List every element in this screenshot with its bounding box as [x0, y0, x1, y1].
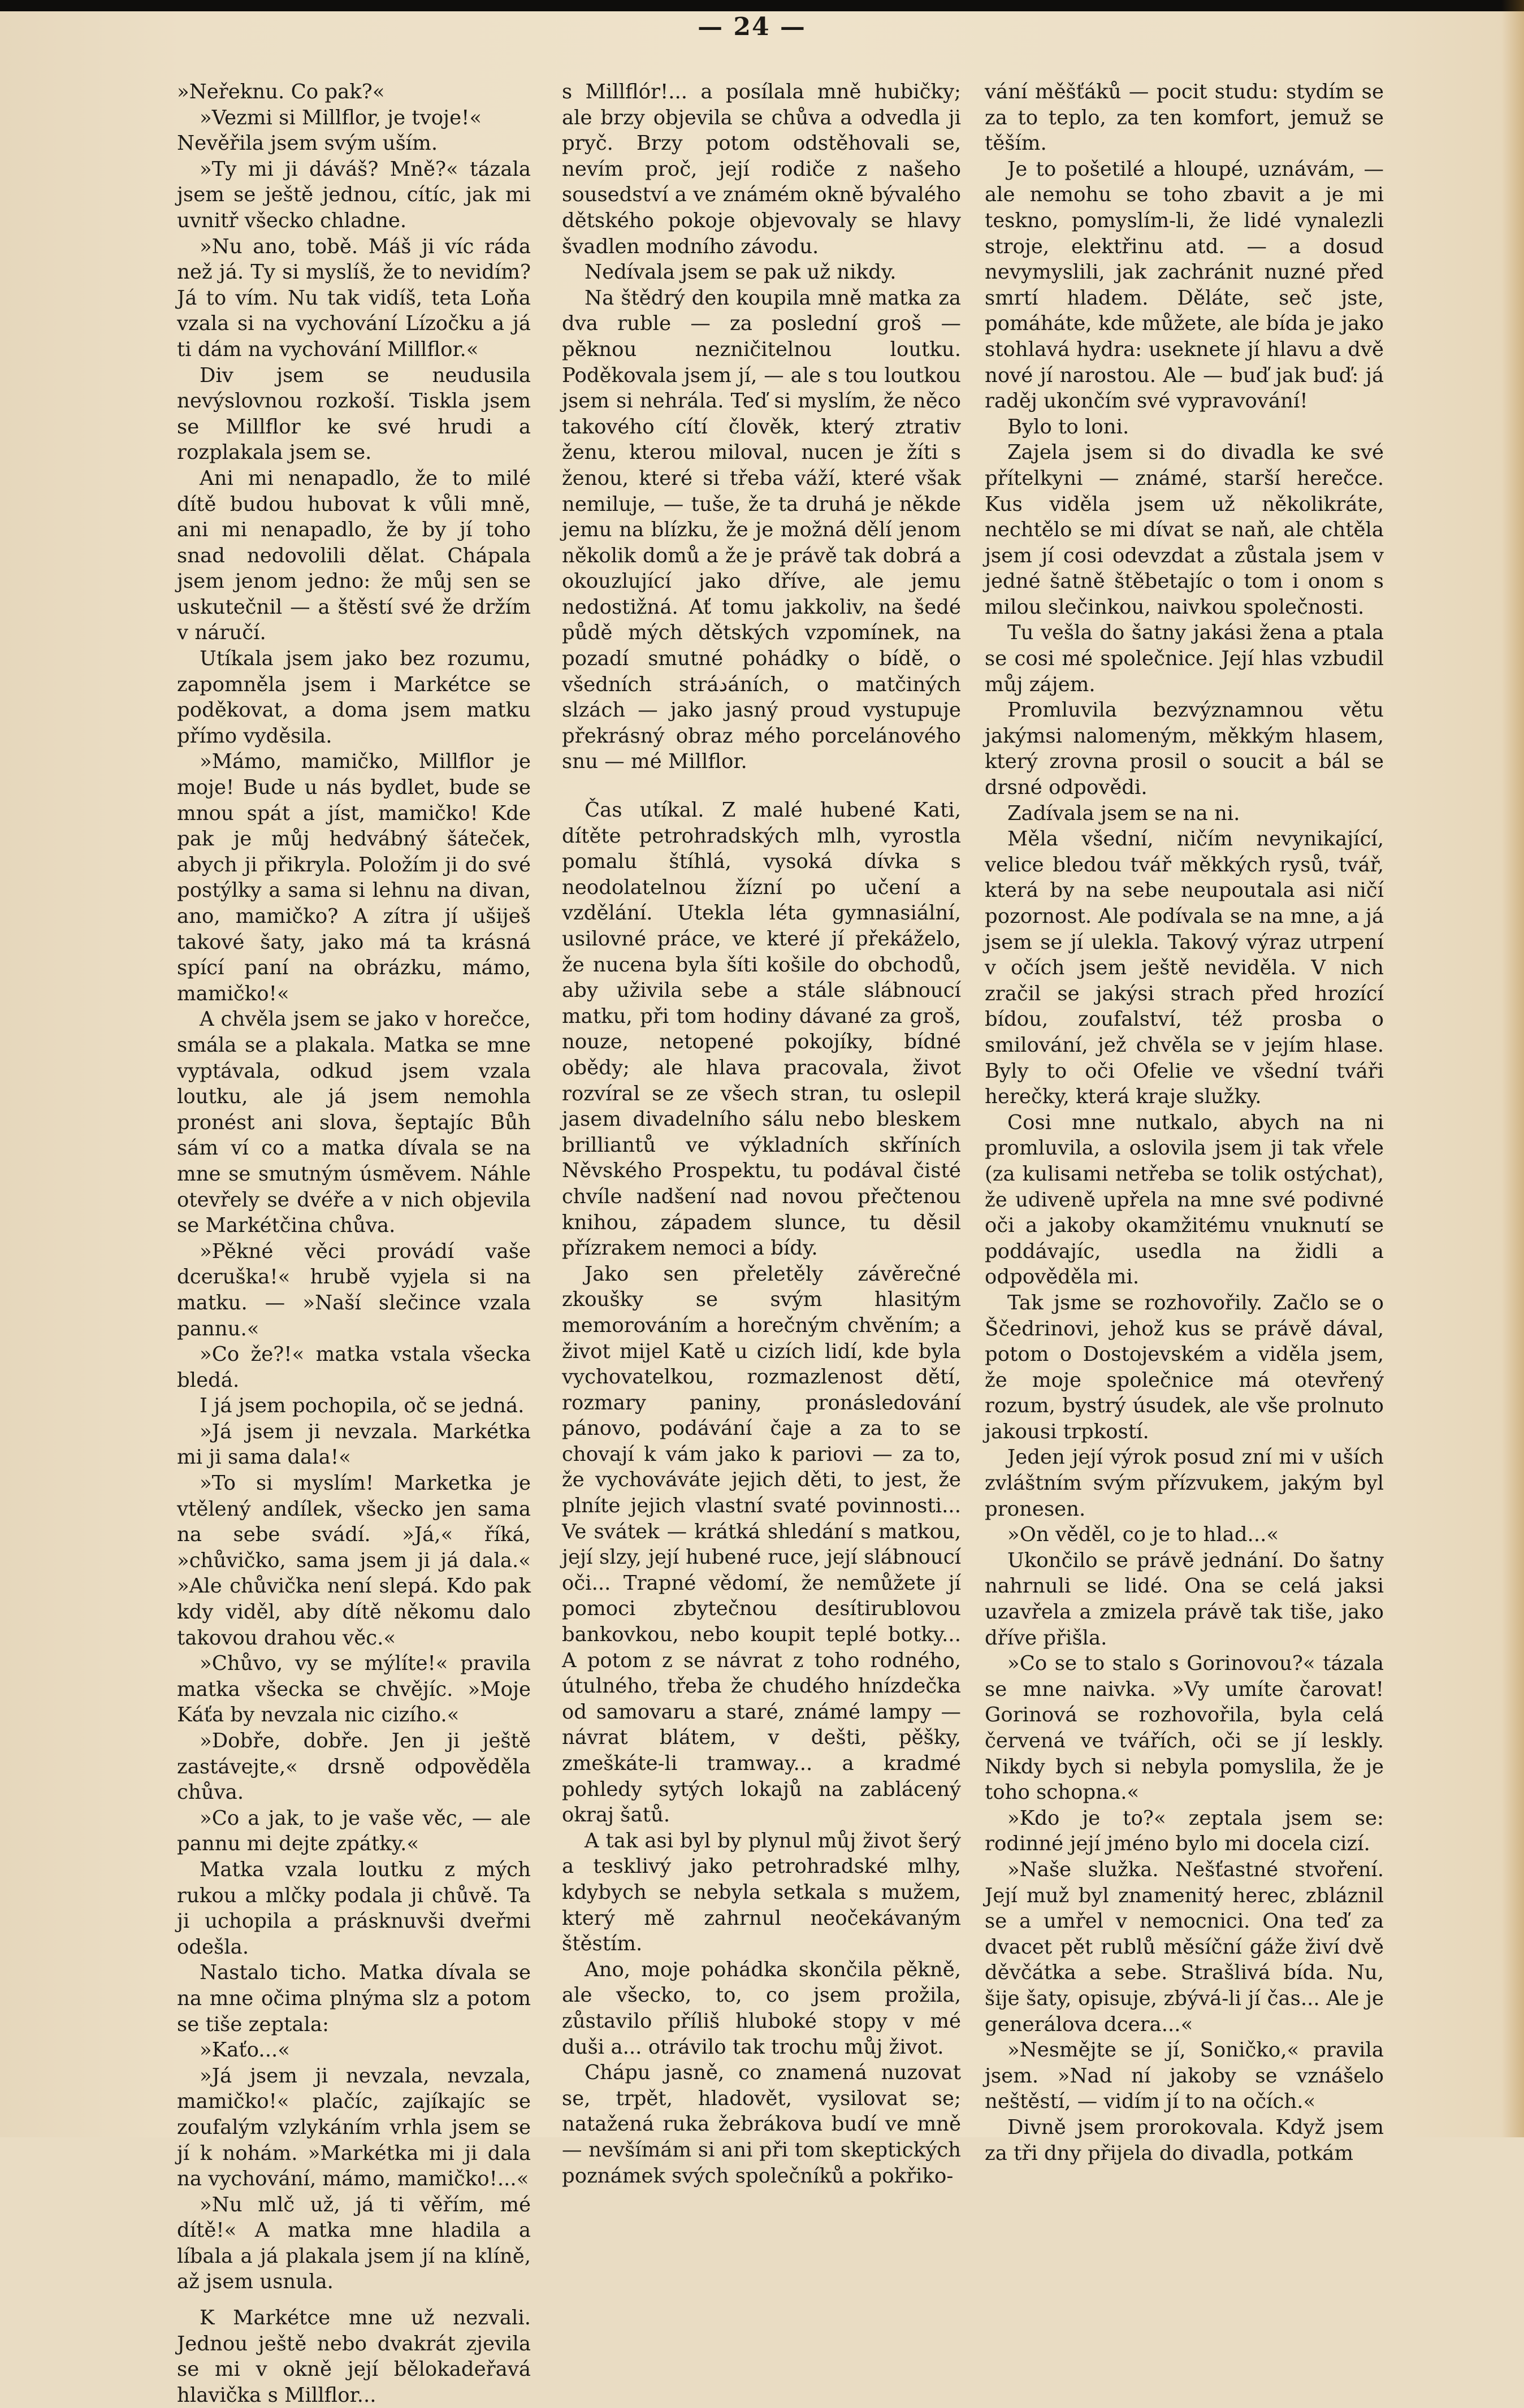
paragraph: »Kdo je to?« zeptala jsem se: rodinné její jméno bylo mi docela cizí.	[985, 1806, 1384, 1856]
paragraph: I já jsem pochopila, oč se jedná.	[200, 1394, 525, 1418]
paragraph: »Já jsem ji nevzala. Markétka mi ji sama dala!«	[177, 1420, 531, 1469]
paragraph: »Mámo, mamičko, Millflor je moje! Bude u nás bydlet, bude se mnou spát a jíst, mamičko! Kde pak je můj hedvábný šáteček, abych ji přikryla. Položím ji do své postýlky a sama si lehnu na divan, ano, mamičko? A zítra jí ušiješ takové šaty, jako má ta krásná spící paní na obrázku, mámo, mamičko!«	[177, 750, 531, 1005]
paragraph: A chvěla jsem se jako v horečce, smála se a plakala. Matka se mne vyptávala, odkud jsem vzala loutku, ale já jsem nemohla pronést ani slova, šeptajíc Bůh sám ví co a matka dívala se na mne se smutným úsměvem. Náhle otevřely se dvéře a v nich objevila se Markétčina chůva.	[177, 1008, 531, 1238]
paragraph: »Co a jak, to je vaše věc, — ale pannu mi dejte zpátky.«	[177, 1806, 531, 1856]
paragraph: »To si myslím! Marketka je vtělený andílek, všecko jen sama na sebe svádí. »Já,« říká, »chůvičko, sama jsem ji já dala.« »Ale chůvička není slepá. Kdo pak kdy viděl, aby dítě někomu dalo takovou drahou věc.«	[177, 1472, 531, 1650]
paragraph: »On věděl, co je to hlad...«	[1007, 1523, 1279, 1547]
paragraph: Utíkala jsem jako bez rozumu, zapomněla jsem i Markétce se poděkovat, a doma jsem matku přímo vyděsila.	[177, 647, 531, 748]
paragraph: Nedívala jsem se pak už nikdy.	[585, 261, 897, 284]
paragraph: Jeden její výrok posud zní mi v uších zvláštním svým přízvukem, jakým byl pronesen.	[985, 1446, 1384, 1521]
paragraph: »Nesmějte se jí, Soničko,« pravila jsem. »Nad ní jakoby se vznášelo neštěstí, — vidím jí to na očích.«	[985, 2038, 1384, 2114]
paragraph: »Nu ano, tobě. Máš ji víc ráda než já. Ty si myslíš, že to nevidím? Já to vím. Nu tak vidíš, teta Loňa vzala si na vychování Lízočku a já ti dám na vychování Millflor.«	[177, 235, 531, 361]
paragraph: »Já jsem ji nevzala, nevzala, mamičko!« plačíc, zajíkajíc se zoufalým vzlykáním vrhla jsem se jí k nohám. »Markétka mi ji dala na vychování, mámo, mamičko!...«	[177, 2064, 531, 2191]
paragraph: »Chůvo, vy se mýlíte!« pravila matka všecka se chvějíc. »Moje Káťa by nevzala nic cizího.«	[177, 1652, 531, 1727]
paragraph: Div jsem se neudusila nevýslovnou rozkoší. Tiskla jsem se Millflor ke své hrudi a rozplakala jsem se.	[177, 363, 531, 465]
page-number: — 24 —	[698, 12, 806, 41]
paragraph: »Dobře, dobře. Jen ji ještě zastávejte,« drsně odpověděla chůva.	[177, 1729, 531, 1804]
paragraph: Ani mi nenapadlo, že to milé dítě budou hubovat k vůli mně, ani mi nenapadlo, že by jí toho snad nedovolili dělat. Chápala jsem jenom jedno: že můj sen se uskutečnil — a štěstí své že držím v náručí.	[177, 466, 531, 645]
paragraph: »Pěkné věci provádí vaše dceruška!« hrubě vyjela si na matku. — »Naší slečince vzala pannu.«	[177, 1239, 531, 1340]
paragraph: s Millflór!... a posílala mně hubičky; ale brzy objevila se chůva a odvedla ji pryč. Brzy potom odstěhovali se, nevím proč, její rodiče z našeho sousedství a ve známém okně bývalého dětského pokoje objevovaly se hlavy švadlen modního závodu.	[562, 80, 961, 258]
paragraph: Divně jsem prorokovala. Když jsem za tři dny přijela do divadla, potkám	[985, 2115, 1384, 2165]
paragraph: »Nu mlč už, já ti věřím, mé dítě!« A matka mne hladila a líbala a já plakala jsem jí na klíně, až jsem usnula.	[177, 2193, 531, 2294]
paragraph: »Vezmi si Millflor, je tvoje!«	[200, 106, 482, 129]
paragraph: »Ty mi ji dáváš? Mně?« tázala jsem se ještě jednou, cítíc, jak mi uvnitř všecko chladne.	[177, 157, 531, 232]
paragraph: Ukončilo se právě jednání. Do šatny nahrnuli se lidé. Ona se celá jaksi uzavřela a zmizela právě tak tiše, jako dříve přišla.	[985, 1548, 1384, 1650]
paragraph: Tak jsme se rozhovořily. Začlo se o Ščedrinovi, jehož kus se právě dával, potom o Dostojevském a viděla jsem, že moje společnice má otevřený rozum, bystrý úsudek, ale vše prolnuto jakousi trpkostí.	[985, 1291, 1384, 1443]
paragraph: Nevěřila jsem svým uším.	[177, 132, 438, 155]
page-edge	[1501, 0, 1524, 2137]
paragraph: A tak asi byl by plynul můj život šerý a tesklivý jako petrohradské mlhy, kdybych se nebyla setkala s mužem, který mě zahrnul neočekávaným štěstím.	[562, 1829, 961, 1956]
text-column-3	[985, 79, 1384, 2165]
paragraph: Promluvila bezvýznamnou větu jakýmsi nalomeným, měkkým hlasem, který zrovna prosil o soucit a bál se drsné odpovědi.	[985, 698, 1384, 800]
top-border	[0, 0, 1524, 11]
paragraph: Cosi mne nutkalo, abych na ni promluvila, a oslovila jsem ji tak vřele (za kulisami netřeba se tolik ostýchat), že udiveně upřela na mne své podivné oči a jakoby okamžitému vnuknutí se poddávajíc, usedla na židli a odpověděla mi.	[985, 1110, 1384, 1289]
paragraph: Matka vzala loutku z mých rukou a mlčky podala ji chůvě. Ta ji uchopila a prásknuvši dveřmi odešla.	[177, 1858, 531, 1959]
paragraph: Zajela jsem si do divadla ke své přítelkyni — známé, starší herečce. Kus viděla jsem už několikráte, nechtělo se mi dívat se naň, ale chtěla jsem jí cosi odevzdat a zůstala jsem v jedné šatně štěbetajíc o tom i onom s milou slečinkou, naivkou společnosti.	[985, 441, 1384, 619]
text-column-2	[562, 79, 961, 2188]
paragraph: Jako sen přeletěly závěrečné zkoušky se svým hlasitým memorováním a horečným chvěním; a život mijel Katě u cizích lidí, kde byla vychovatelkou, rozmazlenost dětí, rozmary paniny, pronásledování pánovo, podávání čaje a za to se chovají k vám jako k pariovi — za to, že vychováváte jejich děti, to jest, že plníte jejich vlastní svaté povinnosti... Ve svátek — krátká shledání s matkou, její slzy, její hubené ruce, její slábnoucí oči... Trapné vědomí, že nemůžete jí pomoci zbytečnou desítirublovou bankovkou, nebo koupit teplé botky... A potom z se návrat z toho rodného, útulného, třeba že chudého hnízdečka od samovaru a staré, známé lampy — návrat blátem, v dešti, pěšky, zmeškáte-li tramway... a kradmé pohledy sytých lokajů na zablácený okraj šatů.	[562, 1262, 961, 1827]
text-column-1	[177, 79, 531, 2407]
paragraph: Je to pošetilé a hloupé, uznávám, — ale nemohu se toho zbavit a je mi teskno, pomyslím-li, že lidé vynalezli stroje, elektřinu atd. — a dosud nevymyslili, jak zachránit nuzné před smrtí hladem. Děláte, seč jste, pomáháte, kde můžete, ale bída je jako stohlavá hydra: useknete jí hlavu a dvě nové jí narostou. Ale — buď jak buď: já raděj ukončím své vypravování!	[985, 157, 1384, 413]
paragraph: »Co se to stalo s Gorinovou?« tázala se mne naivka. »Vy umíte čarovat! Gorinová se rozhovořila, byla celá červená ve tvářích, oči se jí leskly. Nikdy bych si nebyla pomyslila, že je toho schopna.«	[985, 1652, 1384, 1804]
paragraph: Bylo to loni.	[1007, 415, 1129, 439]
paragraph: Ano, moje pohádka skončila pěkně, ale všecko, to, co jsem prožila, zůstavilo příliš hluboké stopy v mé duši a... otrávilo tak trochu můj život.	[562, 1958, 961, 2059]
paragraph: Chápu jasně, co znamená nuzovat se, trpět, hladovět, vysilovat se; natažená ruka žebrákova budí ve mně — nevšímám si ani při tom skeptických poznámek svých společníků a pokřiko-	[562, 2061, 961, 2188]
paragraph: K Markétce mne už nezvali. Jednou ještě nebo dvakrát zjevila se mi v okně její bělokadeřavá hlavička s Millflor...	[177, 2306, 531, 2407]
paragraph: vání měšťáků — pocit studu: stydím se za to teplo, za ten komfort, jemuž se těším.	[985, 80, 1384, 155]
paragraph: »Kaťo...«	[200, 2038, 290, 2062]
paragraph: »Co že?!« matka vstala všecka bledá.	[177, 1343, 531, 1392]
paragraph: »Neřeknu. Co pak?«	[177, 80, 385, 103]
paragraph: »Naše služka. Nešťastné stvoření. Její muž byl znamenitý herec, zbláznil se a umřel v nemocnici. Ona teď za dvacet pět rublů měsíční gáže živí dvě děvčátka a sebe. Strašlivá bída. Nu, šije šaty, opisuje, zbývá-li jí čas... Ale je generálova dcera...«	[985, 1858, 1384, 2036]
paragraph: Měla všední, ničím nevynikající, velice bledou tvář měkkých rysů, tvář, která by na sebe neupoutala asi ničí pozornost. Ale podívala se na mne, a já jsem se jí ulekla. Takový výraz utrpení v očích jsem ještě neviděla. V nich zračil se jakýsi strach před hrozící bídou, zoufalství, též prosba o smilování, jež chvěla se v jejím hlase. Byly to oči Ofelie ve všední tváři herečky, která kraje služky.	[985, 827, 1384, 1109]
paragraph: Na štědrý den koupila mně matka za dva ruble — za poslední groš — pěknou nezničitelnou loutku. Poděkovala jsem jí, — ale s tou loutkou jsem si nehrála. Teď si myslím, že něco takového cítí člověk, který ztrativ ženu, kterou miloval, nucen je žíti s ženou, které si třeba váží, které však nemiluje, — tuše, že ta druhá je někde jemu na blízku, že je možná dělí jenom několik domů a že je právě tak dobrá a okouzlující jako dříve, ale jemu nedostižná. Ať tomu jakkoliv, na šedé půdě mých dětských vzpomínek, na pozadí smutné pohádky o bídě, o všedních stráدáních, o matčiných slzách — jako jasný proud vystupuje překrásný obraz mého porcelánového snu — mé Millflor.	[562, 286, 961, 774]
paragraph: Zadívala jsem se na ni.	[1007, 801, 1240, 825]
paragraph: Nastalo ticho. Matka dívala se na mne očima plnýma slz a potom se tiše zeptala:	[177, 1961, 531, 2036]
paragraph: Čas utíkal. Z malé hubené Kati, dítěte petrohradských mlh, vyrostla pomalu štíhlá, vysoká dívka s neodolatelnou žízní po učení a vzdělání. Utekla léta gymnasiální, usilovné práce, ve které jí překáželo, že nucena byla šíti košile do obchodů, aby uživila sebe a stále slábnoucí matku, při tom hodiny dávané za groš, nouze, netopené pokojíky, bídné obědy; ale hlava pracovala, život rozvíral se ze všech stran, tu oslepil jasem divadelního sálu nebo bleskem brilliantů ve výkladních skříních Něvského Prospektu, tu podával čisté chvíle nadšení nad novou přečtenou knihou, západem slunce, tu děsil přízrakem nemoci a bídy.	[562, 799, 961, 1260]
paragraph: Tu vešla do šatny jakási žena a ptala se cosi mé společnice. Její hlas vzbudil můj zájem.	[985, 621, 1384, 696]
